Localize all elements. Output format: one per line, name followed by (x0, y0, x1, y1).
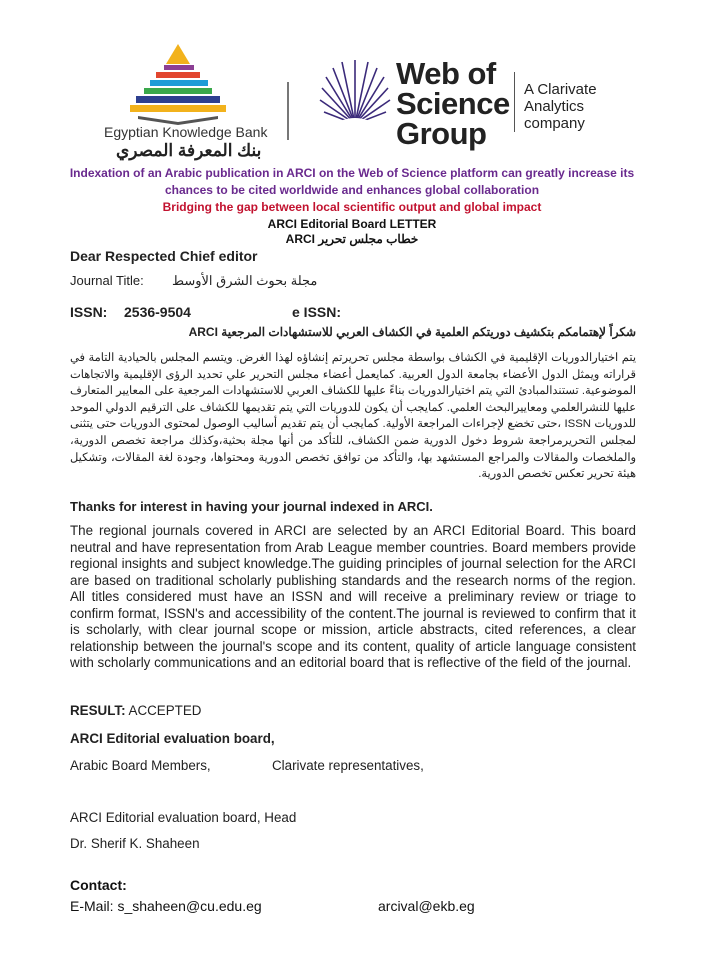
issn-label: ISSN: (70, 304, 108, 320)
board-letter-title: ARCI Editorial Board LETTER (267, 217, 437, 231)
contact-email-2[interactable]: arcival@ekb.eg (378, 898, 475, 914)
wos-title-line1: Web of (396, 56, 496, 91)
header-divider (287, 82, 289, 140)
wos-sunburst-icon (316, 60, 394, 130)
result-line (70, 703, 201, 718)
english-paragraph: The regional journals covered in ARCI are selected by an ARCI Editorial Board. This board neutral and have representation from Arab League member countries. Board members provide regional insights and subject knowledge.The guiding principles of journal selection for the ARCI are based on traditional scholarly publishing standards and the research norms of the region. All titles considered must have an ISSN and will receive a preliminary review or triage to confirm format, ISSN's and accessibility of the content.The journal is reviewed to confirm that it is scholarly, with clear journal scope or mission, article abstracts, cited references, a clear relationship between the journal's scope and its content, quality of article language consistent with scholarly communications and an editorial board that is reflective of the field of the journal. (70, 523, 636, 670)
result-label: RESULT: (70, 703, 126, 718)
board-head-title: ARCI Editorial evaluation board, Head (70, 810, 297, 825)
eval-board-heading: ARCI Editorial evaluation board, (70, 731, 275, 746)
banner-tagline: Bridging the gap between local scientific output and global impact (162, 200, 542, 214)
clarivate-line2: Analytics (524, 98, 585, 115)
result-value: ACCEPTED (128, 703, 202, 718)
wos-title-line3: Group (396, 116, 487, 151)
ekb-name-en: Egyptian Knowledge Bank (104, 124, 268, 140)
contact-email-1[interactable]: E-Mail: s_shaheen@cu.edu.eg (70, 898, 262, 914)
arabic-board-members: Arabic Board Members, (70, 758, 211, 773)
ekb-name-ar: بنك المعرفة المصري (116, 141, 262, 160)
ekb-logo-icon (128, 42, 228, 128)
eissn-label: e ISSN: (292, 304, 342, 320)
board-letter-title-ar: خطاب مجلس تحرير ARCI (285, 232, 419, 246)
salutation: Dear Respected Chief editor (70, 248, 258, 264)
board-head-name: Dr. Sherif K. Shaheen (70, 836, 200, 851)
wos-title-line2: Science (396, 86, 510, 121)
journal-title-label: Journal Title: (70, 273, 144, 288)
clarivate-line1: A Clarivate (524, 81, 597, 98)
clarivate-line3: company (524, 115, 585, 132)
arabic-heading: شكراً لإهتمامكم بتكشيف دوريتكم العلمية في الكشاف العربي للاستشهادات المرجعية ARCI (188, 325, 636, 339)
clarivate-representatives: Clarivate representatives, (272, 758, 424, 773)
clarivate-divider (514, 72, 515, 132)
contact-label: Contact: (70, 877, 127, 893)
arabic-paragraph: يتم اختيارالدوريات الإقليمية في الكشاف بواسطة مجلس تحريرتم إنشاؤه لهذا الغرض. ويتسم المجلس بالحيادية التامة في قراراته ويمثل الدول الأعضاء بجامعة الدول العربية. كمايعمل أعضاء مجلس التحرير علي تحديد الرؤى الإقليمية والاتجاهات الموضوعية. تستندالمبادئ التي يتم اختيارالدوريات بناءً عليها للكشاف العربي للاستشهادات المرجعية على المعايير المتعارف عليها للنشرالعلمي ومعاييرالبحث العلمي. كمايجب أن يكون للدوريات التي يتم تقديمها للكشاف على الترقيم الدولي الموحد للدوريات ISSN ،حتى تخضع لإجراءات المراجعة الأولية. كمايجب أن يتم تقديم أساليب الوصول لمحتوى الدوريات حتى يتثنى لمجلس التحريرمراجعة شروط دخول الدورية ضمن الكشاف، للتأكد من أنها مجلة بحثية،وكذلك مراجعة تخصص الدورية، والملخصات والمقالات والمراجع المستشهد بها، والتأكد من توافق تخصص الدورية ومحتواها، وجودة لغة المقالات، وتشكيل هيئة تحرير تعكس تخصص الدورية. (70, 352, 636, 481)
banner-line-2: chances to be cited worldwide and enhances global collaboration (164, 183, 540, 197)
banner-line-1: Indexation of an Arabic publication in ARCI on the Web of Science platform can greatly increase its (69, 166, 635, 180)
journal-title-value: مجلة بحوث الشرق الأوسط (172, 273, 318, 288)
issn-value: 2536-9504 (124, 304, 191, 320)
thanks-heading: Thanks for interest in having your journal indexed in ARCI. (70, 499, 433, 514)
